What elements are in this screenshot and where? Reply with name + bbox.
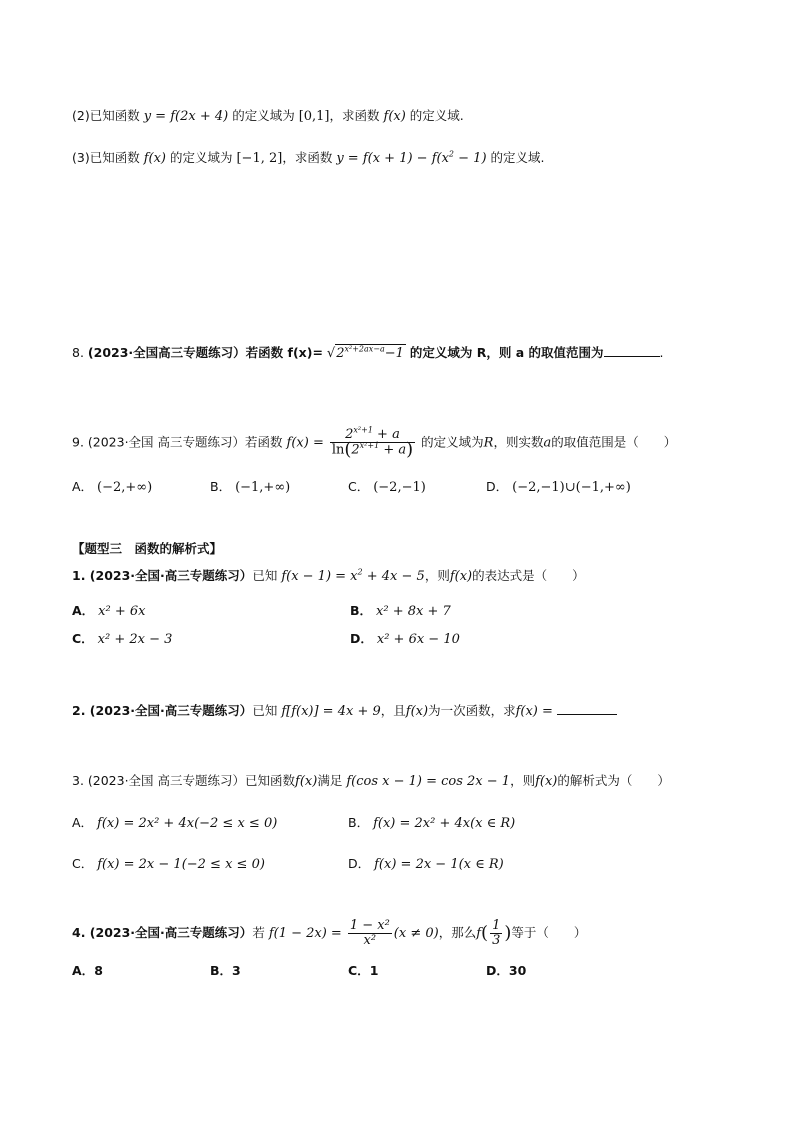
part3-line [72, 149, 544, 168]
s3-source: 3. (2023·全国 高三专题练习）已知函数 [72, 773, 296, 788]
part3-expression: $y = f(x + 1) - f(x^2 - 1)$ [336, 149, 487, 166]
question-9: 9. (2023·全国 高三专题练习）若函数 f(x) = $\frac{2^{x^2+1} + a}{\ln(2^{x^2+1} + a)}$ 的定义域为R，则实数a的取值范围是（ ） [72, 425, 677, 460]
s4-question: 4. (2023·全国·高三专题练习）若 f(1 − 2x) = $\frac{\text{1 − x²}}{\text{x²}}$ (x ≠ 0)，那么f( $\frac{1}{3}$ )等于（ ） [72, 918, 587, 948]
part2-text: ，求函数 [329, 108, 380, 123]
s4-option-a[interactable]: A．8 [72, 963, 103, 978]
s4-small-fraction: $\frac{1}{3}$ [492, 918, 501, 948]
q8-answer-blank[interactable] [604, 356, 660, 357]
s4-option-d[interactable]: D．30 [486, 963, 527, 978]
part2-func: y = f(2x + 4) [143, 109, 229, 124]
part3-text: ，求函数 [282, 150, 333, 165]
s3-option-c[interactable]: C． f(x) = 2x − 1(−2 ≤ x ≤ 0) [72, 856, 265, 872]
q8-sqrt: $√2^{x^2+2ax-a}-1$ [326, 344, 404, 361]
q9-text: ，则实数 [493, 434, 544, 450]
s3-option-a[interactable]: A． f(x) = 2x² + 4x(−2 ≤ x ≤ 0) [72, 815, 278, 831]
s1-option-d[interactable]: D． x² + 6x − 10 [350, 631, 460, 647]
part3-text: (3)已知函数 [72, 150, 140, 165]
q9-text: 的取值范围是（ ） [551, 434, 677, 450]
s4-option-c[interactable]: C．1 [348, 963, 379, 978]
part3-domain: [−1, 2] [236, 151, 283, 166]
part2-func2: f(x) [383, 109, 406, 124]
s2-answer-blank[interactable] [557, 714, 617, 715]
s3-question: 3. (2023·全国 高三专题练习）已知函数f(x)满足 f(cos x − 1) = cos 2x − 1，则f(x)的解析式为（ ） [72, 773, 670, 789]
part2-text: 的定义域为 [232, 108, 295, 123]
s2-question: 2. (2023·全国·高三专题练习）已知 f[f(x)] = 4x + 9，且f(x)为一次函数，求f(x) = [72, 702, 617, 721]
part3-func: f(x) [143, 151, 166, 166]
part2-text: 的定义域. [409, 108, 464, 123]
s4-source: 4. (2023·全国·高三专题练习） [72, 925, 253, 940]
q8-source: (2023·全国高三专题练习） [87, 345, 246, 360]
q9-fraction: $\frac{2^{x^2+1} + a}{\ln(2^{x^2+1} + a)}$ [331, 425, 414, 460]
s1-option-a[interactable]: A． x² + 6x [72, 603, 146, 619]
q9-option-c[interactable]: C． (−2,−1) [348, 479, 426, 495]
q9-option-b[interactable]: B． (−1,+∞) [210, 479, 291, 495]
s1-question: 1. (2023·全国·高三专题练习）已知 $f(x - 1) = x^2 + 4x - 5$，则f(x)的表达式是（ ） [72, 567, 585, 584]
q9-func: f(x) = [286, 435, 324, 451]
s1-option-c[interactable]: C． x² + 2x − 3 [72, 631, 173, 647]
s1-option-b[interactable]: B． x² + 8x + 7 [350, 603, 451, 619]
q8-number: 8. [72, 345, 88, 360]
s1-expression: $f(x - 1) = x^2 + 4x - 5$ [281, 567, 425, 584]
s3-option-b[interactable]: B． f(x) = 2x² + 4x(x ∈ R) [348, 815, 516, 831]
s2-source: 2. (2023·全国·高三专题练习） [72, 703, 253, 718]
part2-line [72, 107, 464, 126]
q9-option-a[interactable]: A． (−2,+∞) [72, 479, 153, 495]
q8-text: 的定义域为 R，则 a 的取值范围为 [409, 345, 604, 360]
s4-fraction: $\frac{\text{1 − x²}}{\text{x²}}$ [349, 918, 390, 948]
s4-option-b[interactable]: B．3 [210, 963, 241, 978]
q8-text: 若函数 f(x)= [245, 345, 323, 360]
q9-option-d[interactable]: D． (−2,−1)∪(−1,+∞) [486, 479, 631, 495]
s3-option-d[interactable]: D． f(x) = 2x − 1(x ∈ R) [348, 856, 504, 872]
part3-text: 的定义域. [490, 150, 545, 165]
part3-text: 的定义域为 [169, 150, 233, 165]
section-title: 【题型三 函数的解析式】 [72, 541, 223, 556]
part2-domain: [0,1] [298, 109, 330, 124]
q9-text: 的定义域为 [421, 434, 484, 450]
q9-text: 9. (2023·全国 高三专题练习）若函数 [72, 434, 283, 450]
part2-text: (2)已知函数 [72, 108, 140, 123]
s1-source: 1. (2023·全国·高三专题练习） [72, 568, 253, 583]
question-8: 8. (2023·全国高三专题练习）若函数 $f(x)= √2^{x^2+2ax-a}-1$ 的定义域为 R，则 a 的取值范围为 . [72, 344, 664, 361]
